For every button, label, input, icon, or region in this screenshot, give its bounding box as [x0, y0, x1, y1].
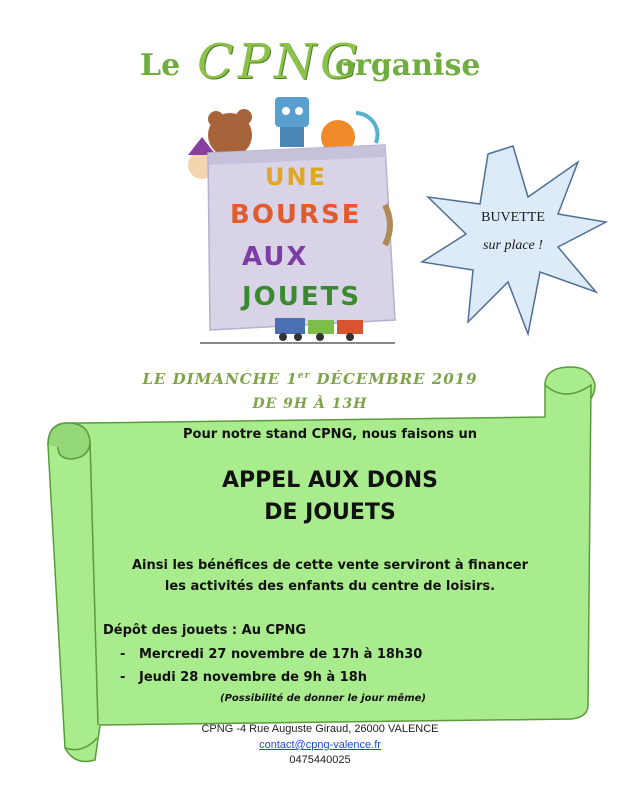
deposit-item-text: Mercredi 27 novembre de 17h à 18h30 [138, 647, 423, 662]
header-organise: organise [335, 48, 481, 83]
footer-email-row [160, 739, 480, 751]
donation-scroll [40, 365, 600, 775]
box-word-une: UNE [265, 163, 327, 191]
brand-logo-text: CPNG [197, 34, 363, 90]
deposit-heading: Dépôt des jouets : Au CPNG [103, 623, 307, 638]
event-hours: DE 9H À 13H [252, 396, 368, 412]
event-date-suffix: DÉCEMBRE 2019 [310, 370, 478, 388]
event-date-prefix: LE DIMANCHE 1 [142, 370, 298, 388]
deposit-bullet: - [120, 647, 126, 662]
deposit-note: (Possibilité de donner le jour même) [220, 693, 426, 704]
footer-phone: 0475440025 [289, 754, 351, 766]
notice-title-line2: DE JOUETS [264, 500, 396, 525]
footer-address: CPNG -4 Rue Auguste Giraud, 26000 VALENCE [201, 723, 439, 735]
event-date-sup: er [297, 371, 311, 381]
toy-box-illustration [180, 85, 410, 355]
buvette-badge [418, 142, 608, 338]
buvette-line1: BUVETTE [481, 210, 545, 225]
robot-icon [275, 97, 309, 127]
box-word-jouets: JOUETS [242, 282, 362, 312]
deposit-item [120, 647, 422, 662]
box-word-aux: AUX [242, 242, 309, 272]
train-icon [275, 318, 305, 334]
footer-email-link[interactable]: contact@cpng-valence.fr [259, 739, 381, 751]
notice-intro: Pour notre stand CPNG, nous faisons un [183, 427, 477, 442]
notice-body-line2: les activités des enfants du centre de loisirs. [164, 579, 496, 594]
buvette-line2: sur place ! [483, 238, 543, 253]
header-le: Le [140, 48, 181, 83]
deposit-bullet: - [120, 670, 126, 685]
notice-body-line1: Ainsi les bénéfices de cette vente serviront à financer [131, 558, 529, 573]
deposit-item-text: Jeudi 28 novembre de 9h à 18h [138, 670, 367, 685]
notice-title-line1: APPEL AUX DONS [221, 468, 439, 493]
box-word-bourse: BOURSE [230, 200, 362, 230]
deposit-item [120, 670, 367, 685]
